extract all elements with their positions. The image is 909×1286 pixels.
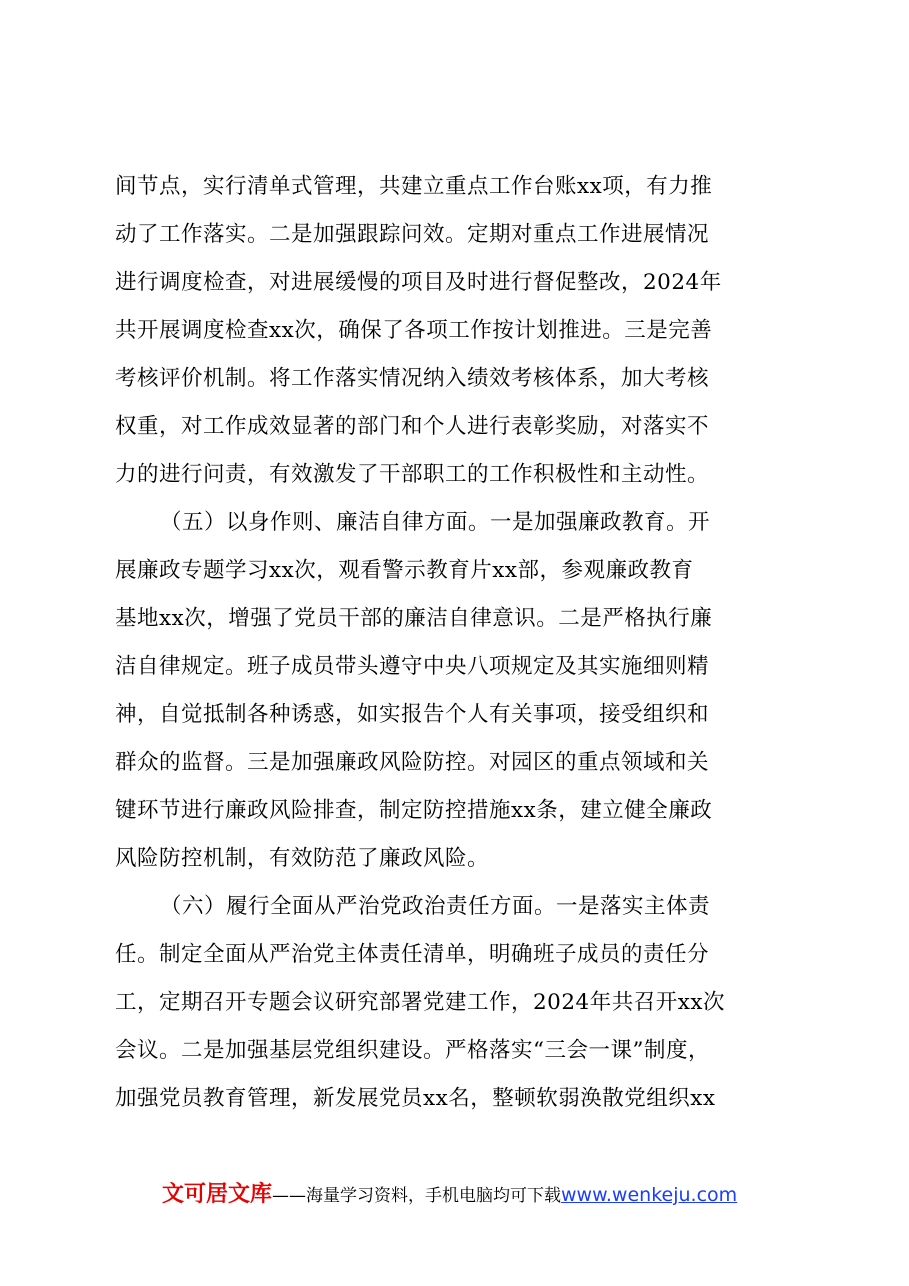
body-line: 加强党员教育管理，新发展党员xx名，整顿软弱涣散党组织xx [115, 1086, 716, 1111]
body-line: 群众的监督。三是加强廉政风险防控。对园区的重点领域和关 [115, 750, 710, 775]
body-line: 任。制定全面从严治党主体责任清单，明确班子成员的责任分 [115, 942, 710, 967]
body-line: 键环节进行廉政风险排查，制定防控措施xx条，建立健全廉政 [115, 798, 713, 823]
body-line: 力的进行问责，有效激发了干部职工的工作积极性和主动性。 [115, 462, 710, 487]
footer-slogan: ——海量学习资料，手机电脑均可下载 [272, 1186, 562, 1206]
section-heading-line: （五）以身作则、廉洁自律方面。一是加强廉政教育。开 [160, 510, 711, 535]
body-line: 会议。二是加强基层党组织建设。严格落实“三会一课”制度， [115, 1038, 710, 1063]
body-line: 洁自律规定。班子成员带头遵守中央八项规定及其实施细则精 [115, 654, 710, 679]
section-heading-line: （六）履行全面从严治党政治责任方面。一是落实主体责 [160, 894, 711, 919]
body-line: 工，定期召开专题会议研究部署党建工作，2024年共召开xx次 [115, 990, 725, 1015]
body-line: 间节点，实行清单式管理，共建立重点工作台账xx项，有力推 [115, 174, 713, 199]
body-line: 展廉政专题学习xx次，观看警示教育片xx部，参观廉政教育 [115, 558, 694, 583]
body-line: 考核评价机制。将工作落实情况纳入绩效考核体系，加大考核 [115, 366, 710, 391]
body-line: 风险防控机制，有效防范了廉政风险。 [115, 846, 490, 871]
body-line: 共开展调度检查xx次，确保了各项工作按计划推进。三是完善 [115, 318, 713, 343]
footer-brand: 文可居文库 [162, 1182, 273, 1207]
body-line: 神，自觉抵制各种诱惑，如实报告个人有关事项，接受组织和 [115, 702, 710, 727]
footer-url-link[interactable]: www.wenkeju.com [561, 1184, 738, 1206]
body-line: 动了工作落实。二是加强跟踪问效。定期对重点工作进展情况 [115, 222, 710, 247]
body-line: 权重，对工作成效显著的部门和个人进行表彰奖励，对落实不 [115, 414, 710, 439]
footer-banner [162, 1180, 737, 1211]
body-line: 进行调度检查，对进展缓慢的项目及时进行督促整改，2024年 [115, 270, 722, 295]
body-line: 基地xx次，增强了党员干部的廉洁自律意识。二是严格执行廉 [115, 606, 713, 631]
